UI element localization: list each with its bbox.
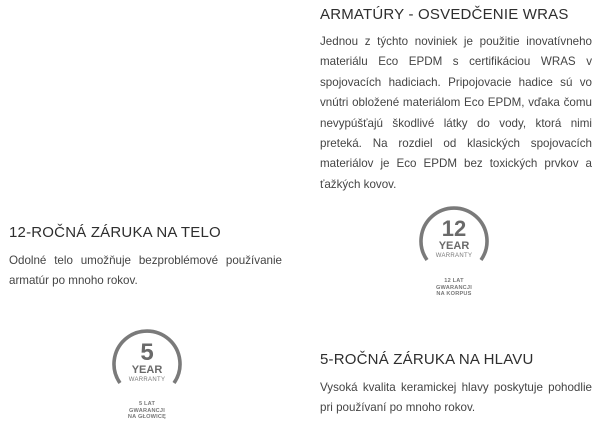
warranty-5-year: YEAR: [131, 364, 163, 376]
warranty-5-number: 5: [140, 339, 154, 366]
warranty-12-caption: [414, 278, 494, 298]
warranty-5-caption: [106, 401, 188, 421]
head-warranty-paragraph: Vysoká kvalita keramickej hlavy poskytuje pohodlie pri používaní po mnoho rokov.: [320, 381, 592, 415]
warranty-5-label: WARRANTY: [128, 377, 166, 383]
head-warranty-heading: 5-ROČNÁ ZÁRUKA NA HLAVU: [320, 351, 534, 368]
wras-heading: ARMATÚRY - OSVEDČENIE WRAS: [320, 6, 569, 23]
warranty-5-seal-icon: [108, 323, 186, 401]
warranty-5-caption-line1: 5 LAT: [138, 401, 156, 407]
warranty-12-number: 12: [441, 216, 467, 241]
warranty-5-badge: [106, 323, 188, 421]
head-warranty-section: [320, 351, 592, 419]
warranty-12-seal-icon: [415, 200, 493, 278]
body-warranty-paragraph: Odolné telo umožňuje bezproblémové používanie armatúr po mnoho rokov.: [9, 254, 282, 288]
warranty-12-caption-line3: NA KORPUS: [436, 291, 472, 298]
body-warranty-heading: 12-ROČNÁ ZÁRUKA NA TELO: [9, 224, 221, 241]
wras-section: [320, 6, 592, 195]
warranty-5-caption-line3: NA GŁOWICĘ: [127, 414, 167, 421]
wras-paragraph: Jednou z týchto noviniek je použitie inovatívneho materiálu Eco EPDM s certifikáciou WRAS v spojovacích hadiciach. Pripojovacie hadice sú vo vnútri obložené materiálom Eco EPDM, vďaka čomu nevypúšťajú škodlivé látky do vody, ktorá nimi preteká. Na rozdiel od klasických spojovacích materiálov je Eco EPDM bez toxických prvkov a ťažkých kovov.: [320, 35, 592, 191]
warranty-12-badge: [414, 200, 494, 298]
warranty-5-caption-line2: GWARANCJI: [129, 407, 165, 414]
warranty-12-caption-line1: 12 LAT: [444, 278, 464, 284]
warranty-12-year: YEAR: [438, 240, 470, 252]
warranty-12-caption-line2: GWARANCJI: [436, 284, 472, 291]
warranty-12-label: WARRANTY: [435, 253, 473, 259]
body-warranty-section: [9, 224, 282, 292]
